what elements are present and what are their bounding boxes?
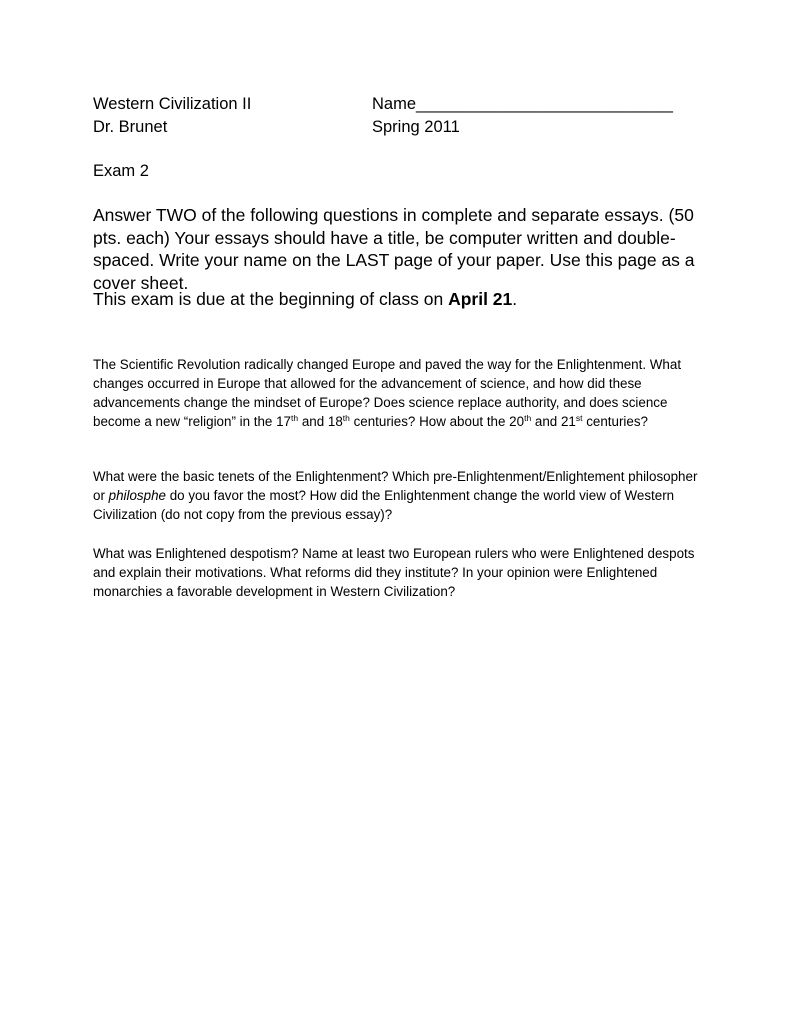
superscript: th: [291, 413, 299, 423]
superscript: st: [575, 413, 583, 423]
question-2-text: What were the basic tenets of the Enlightenment? Which pre-Enlightenment/Enlightement philosopher or: [93, 469, 698, 503]
due-date: April 21: [448, 289, 513, 309]
question-1-text: and 18: [298, 414, 343, 429]
question-2-text: do you favor the most? How did the Enlightenment change the world view of Western Civilization (do not copy from the previous essay)?: [93, 488, 675, 522]
term-label: Spring 2011: [372, 118, 460, 136]
question-2: [93, 467, 703, 524]
course-title: Western Civilization II: [93, 95, 252, 113]
due-suffix: .: [512, 289, 518, 309]
instructions-paragraph: Answer TWO of the following questions in complete and separate essays. (50 pts. each) Your essays should have a title, be computer written and double-spaced. Write your name on the LAST page of your paper. Use this page as a cover sheet.: [93, 205, 695, 293]
question-3: What was Enlightened despotism? Name at least two European rulers who were Enlightened despots and explain their motivations. What reforms did they institute? In your opinion were Enlightened monarchies a favorable development in Western Civilization?: [93, 546, 695, 599]
instructor-name: Dr. Brunet: [93, 118, 168, 136]
due-prefix: This exam is due at the beginning of class on: [93, 289, 449, 309]
name-field: Name____________________________: [372, 95, 673, 113]
superscript: th: [342, 413, 350, 423]
exam-title: Exam 2: [93, 162, 149, 180]
superscript: th: [524, 413, 532, 423]
question-1-text: centuries? How about the 20: [349, 414, 525, 429]
question-1-text: and 21: [531, 414, 576, 429]
question-1-text: The Scientific Revolution radically changed Europe and paved the way for the Enlightenment. What changes occurred in Europe that allowed for the advancement of science, and how did these advancements change the mindset of Europe? Does science replace authority, and does science become a new “religion” in the 17: [93, 357, 682, 429]
question-1-text: centuries?: [582, 414, 648, 429]
question-1: [93, 355, 703, 431]
question-2-italic-term: philosphe: [108, 488, 166, 503]
due-date-line: [93, 288, 517, 310]
